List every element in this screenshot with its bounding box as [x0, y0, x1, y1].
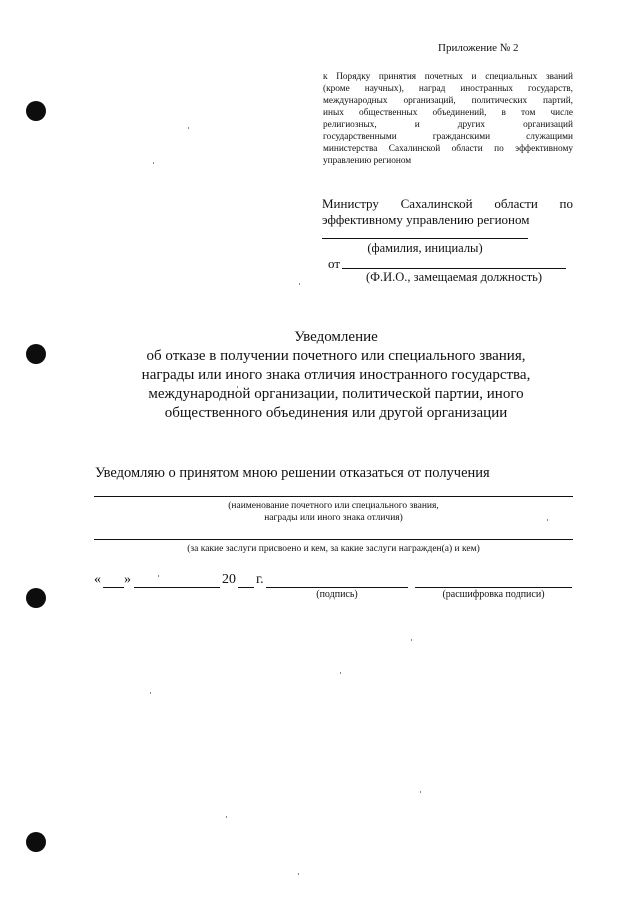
from-label: от — [328, 256, 341, 271]
notice-title-line: общественного объединения или другой организации — [164, 405, 508, 421]
year-prefix: 20 — [222, 572, 236, 587]
award-name-caption-line: (наименование почетного или специального звания, — [228, 501, 439, 511]
year-field[interactable] — [238, 587, 254, 588]
order-reference-line: религиозных, и других организаций — [323, 120, 573, 130]
order-reference-line: международных организаций, политических партий, — [323, 96, 573, 106]
addressee-name-field[interactable] — [322, 238, 528, 239]
punch-hole — [26, 344, 46, 364]
notice-heading: Уведомление — [294, 329, 378, 345]
addressee-line: эффективному управлению регионом — [322, 212, 530, 227]
open-quote: « — [94, 572, 101, 587]
order-reference-line: управлению регионом — [323, 156, 412, 166]
addressee-line: Министру Сахалинской области по — [322, 196, 573, 211]
notice-title-line: международной организации, политической партии, иного — [148, 386, 524, 402]
punch-hole — [26, 832, 46, 852]
merits-field[interactable] — [94, 539, 573, 540]
order-reference-line: (кроме научных), наград иностранных государств, — [323, 84, 573, 94]
year-suffix: г. — [256, 572, 264, 587]
signature-decoding-field[interactable] — [415, 587, 572, 588]
appendix-label: Приложение № 2 — [438, 42, 519, 54]
merits-caption: (за какие заслуги присвоено и кем, за какие заслуги награжден(а) и кем) — [187, 544, 480, 554]
notice-title-line: об отказе в получении почетного или специального звания, — [146, 348, 526, 364]
signature-caption: (подпись) — [316, 589, 358, 600]
close-quote: » — [124, 572, 131, 587]
notice-title — [120, 328, 552, 423]
sender-caption: (Ф.И.О., замещаемая должность) — [365, 270, 543, 284]
order-reference-line: к Порядку принятия почетных и специальных званий — [323, 72, 573, 82]
order-reference-line: иных общественных объединений, в том числе — [323, 108, 573, 118]
addressee-block — [322, 196, 573, 228]
order-reference-line: государственными гражданскими служащими — [323, 132, 573, 142]
sender-field[interactable] — [342, 268, 566, 269]
award-name-caption — [94, 500, 573, 524]
punch-hole — [26, 588, 46, 608]
signature-field[interactable] — [266, 587, 408, 588]
punch-hole — [26, 101, 46, 121]
notice-title-line: награды или иного знака отличия иностранного государства, — [141, 367, 531, 383]
addressee-name-caption: (фамилия, инициалы) — [367, 241, 483, 255]
day-field[interactable] — [103, 587, 124, 588]
order-reference-line: министерства Сахалинской области по эффективному — [323, 144, 573, 154]
order-reference — [323, 71, 573, 167]
award-name-caption-line: награды или иного знака отличия) — [264, 513, 403, 523]
signature-decoding-caption: (расшифровка подписи) — [442, 589, 545, 600]
month-field[interactable] — [134, 587, 220, 588]
award-name-field[interactable] — [94, 496, 573, 497]
notify-text: Уведомляю о принятом мною решении отказаться от получения — [95, 465, 490, 481]
